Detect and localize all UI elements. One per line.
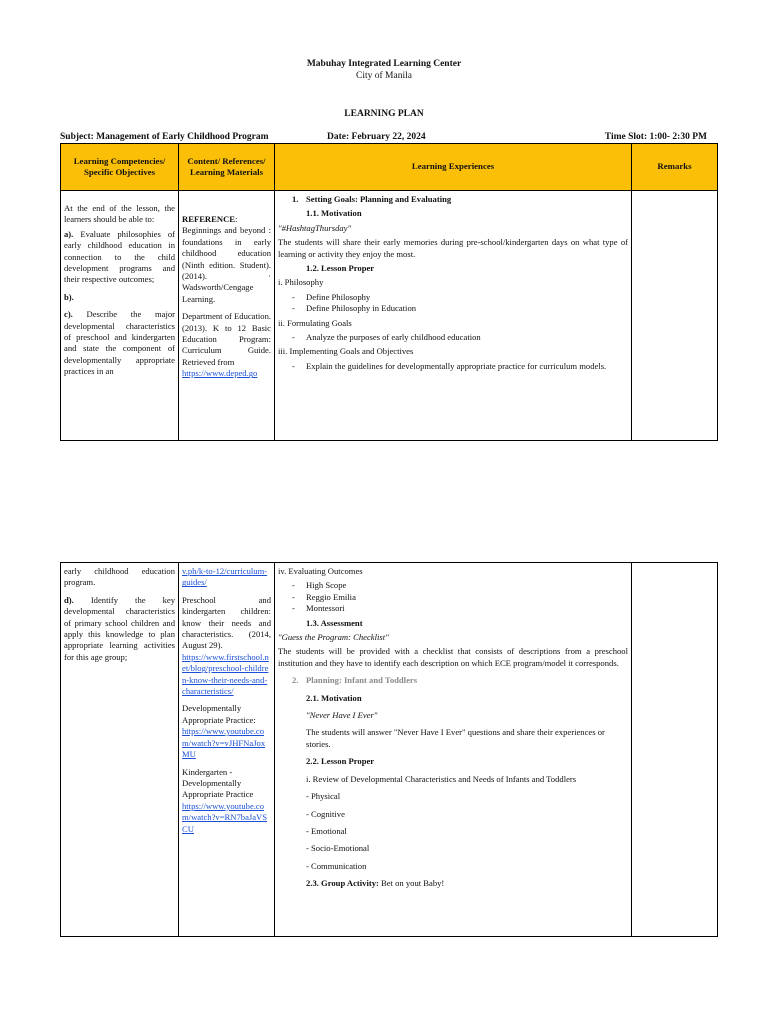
reference-label: REFERENCE: [182,214,238,224]
list-item: - Explain the guidelines for developmentally appropriate practice for curriculum models. [292,361,628,372]
list-item: - Cognitive [306,808,345,819]
learning-plan-table-page1 [60,143,718,441]
date-label: Date: February 22, 2024 [327,132,426,142]
reference-1: Beginnings and beyond : foundations in early childhood education (Ninth edition. Student). (2014). · Wadsworth/Cengage Learning. [182,225,271,304]
time-slot-label: Time Slot: 1:00- 2:30 PM [604,132,707,142]
assessment-activity: "Guess the Program: Checklist" [278,632,389,643]
deped-link[interactable]: https://www.deped.go [182,368,258,379]
list-item: - Emotional [306,825,347,836]
objective-c: c). Describe the major developmental characteristics of preschool and kindergarten and state the component of developmentally appropriate practices in an [64,309,175,377]
reference-3: Preschool and kindergarten children: know their needs and characteristics. (2014, August 29). [182,594,271,651]
goals-title: ii. Formulating Goals [278,317,352,328]
learning-plan-table-page2 [60,562,718,937]
competencies-cell [61,563,179,937]
remarks-cell [632,563,718,937]
youtube-link-1[interactable]: https://www.youtube.com/watch?v=vJHFNaJoxMU [182,726,266,760]
objectives-intro: At the end of the lesson, the learners should be able to: [64,203,175,225]
philosophy-title: i. Philosophy [278,277,324,288]
experiences-cell [275,563,632,937]
objective-d: d). Identify the key developmental characteristics of primary school children and apply this knowledge to plan appropriate learning activities for this age group; [64,594,175,662]
content-cell [179,191,275,441]
list-item: - Define Philosophy [292,292,628,303]
competencies-cell [61,191,179,441]
experiences-cell [275,191,632,441]
firstschool-link[interactable]: https://www.firstschool.net/blog/preschool-children-know-their-needs-and-characteristics/ [182,651,269,697]
objective-a: a). Evaluate philosophies of early childhood education in connection to the child development programs and their respective outcomes; [64,228,175,285]
implementing-title: iii. Implementing Goals and Objectives [278,346,414,357]
school-name: Mabuhay Integrated Learning Center [306,59,462,69]
group-activity: 2.3. Group Activity: Bet on yout Baby! [306,878,445,889]
list-item: - Communication [306,860,367,871]
section-2-2: 2.2. Lesson Proper [306,756,375,767]
motivation-2-description: The students will answer "Never Have I Ever" questions and share their experiences or stories. [306,727,605,749]
remarks-cell [632,191,718,441]
review-title: i. Review of Developmental Characteristics and Needs of Infants and Toddlers [306,773,577,784]
header-remarks: Remarks [632,144,718,191]
list-item: - Reggio Emilia [292,592,628,603]
header-experiences: Learning Experiences [275,144,632,191]
section-1-2: 1.2. Lesson Proper [306,263,375,274]
list-item: - Analyze the purposes of early childhood education [292,332,628,343]
section-2-title: 2. Planning: Infant and Toddlers [292,675,418,686]
subject-label: Subject: Management of Early Childhood Program [60,132,269,142]
section-1-1: 1.1. Motivation [306,208,362,219]
list-item: - Socio-Emotional [306,843,370,854]
objective-b: b). [64,291,74,302]
section-1-title: 1. Setting Goals: Planning and Evaluating [292,194,452,204]
reference-2: Department of Education. (2013). K to 12 Basic Education Program: Curriculum Guide. Retrieved from [182,311,272,367]
objective-c-continued: early childhood education program. [64,566,175,588]
motivation-description: The students will share their early memories during pre-school/kindergarten days on what type of learning or activity they enjoy the most. [278,237,628,259]
section-1-3: 1.3. Assessment [306,617,363,628]
section-2-1: 2.1. Motivation [306,692,362,703]
curriculum-guides-link[interactable]: v.ph/k-to-12/curriculum-guides/ [182,566,268,588]
list-item: - Montessori [292,603,628,614]
list-item: - Define Philosophy in Education [292,303,628,314]
reference-4: Developmentally Appropriate Practice: [182,703,256,725]
document-title: LEARNING PLAN [344,109,424,119]
list-item: - Physical [306,791,341,802]
assessment-description: The students will be provided with a checklist that consists of descriptions from a preschool institution and they have to identify each description on which ECE program/model it corresponds. [278,646,628,668]
reference-5: Kindergarten - Developmentally Appropriate Practice [182,766,254,800]
motivation-2-activity: "Never Have I Ever" [306,710,378,721]
motivation-activity: "#HashtagThursday" [278,222,352,233]
city-name: City of Manila [356,71,412,81]
header-competencies: Learning Competencies/ Specific Objectives [61,144,179,191]
evaluating-title: iv. Evaluating Outcomes [278,566,363,576]
youtube-link-2[interactable]: https://www.youtube.com/watch?v=RN7baJaVSCU [182,800,268,834]
header-content: Content/ References/ Learning Materials [179,144,275,191]
list-item: - High Scope [292,580,628,591]
content-cell [179,563,275,937]
